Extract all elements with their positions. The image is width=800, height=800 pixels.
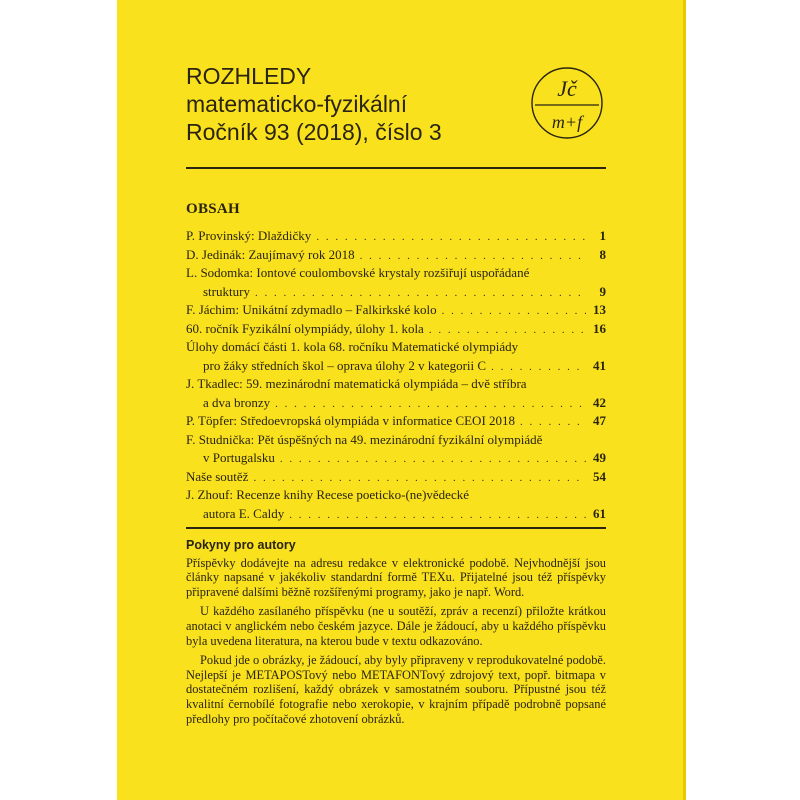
toc-dot-leader: [255, 287, 586, 299]
toc-entry-title: P. Töpfer: Středoevropská olympiáda v informatice CEOI 2018: [186, 413, 516, 428]
author-guidelines: [186, 538, 606, 731]
toc-page-number: 9: [599, 283, 606, 299]
toc-dot-leader: [316, 231, 586, 243]
toc-entry-line: [186, 228, 606, 247]
toc-page-number: 49: [593, 450, 606, 465]
toc-entry-line: [186, 376, 606, 395]
toc-entry-title: 60. ročník Fyzikální olympiády, úlohy 1. kola: [186, 320, 424, 336]
toc-entry-title: v Portugalsku: [203, 450, 275, 465]
toc-page-number: 16: [593, 320, 606, 336]
author-guidelines-paragraph-2: U každého zasílaného příspěvku (ne u soutěží, zpráv a recenzí) přiložte krátkou anotaci v anglickém nebo českém jazyce. Dále je žádoucí, aby u každého příspěvku byla uvedena literatura, na kterou bude v textu odkazováno.: [186, 604, 606, 648]
toc-entry-line: [186, 358, 606, 377]
toc-entry-title: a dva bronzy: [203, 394, 271, 410]
toc-entry-title: Úlohy domácí části 1. kola 68. ročníku Matematické olympiády: [186, 339, 519, 354]
toc-entry: [186, 432, 606, 469]
toc-page-number: 61: [593, 505, 606, 521]
toc-entry-title: autora E. Caldy: [203, 505, 285, 521]
toc-entry-line: [186, 284, 606, 303]
toc-entry: [186, 487, 606, 524]
toc-entry: [186, 469, 606, 488]
toc-page-number: 47: [593, 413, 606, 428]
toc-entry-title: D. Jedinák: Zaujímavý rok 2018: [186, 246, 355, 262]
toc-rule: [186, 527, 606, 529]
journal-masthead: [186, 62, 442, 146]
toc-page-number: 41: [593, 357, 606, 373]
logo-top-text: Jč: [557, 76, 577, 101]
toc-entry-title: J. Tkadlec: 59. mezinárodní matematická olympiáda – dvě stříbra: [186, 376, 527, 391]
toc-entry-line: [186, 302, 606, 321]
toc-entry: [186, 376, 606, 413]
journal-title-line2: matematicko-fyzikální: [186, 91, 408, 117]
toc-entry-line: [186, 432, 606, 451]
toc-entry-title: struktury: [203, 283, 250, 299]
journal-issue: Ročník 93 (2018), číslo 3: [186, 119, 442, 145]
toc-entry: [186, 339, 606, 376]
toc-page-number: 54: [593, 468, 606, 484]
toc-entry-title: pro žáky středních škol – oprava úlohy 2 v kategorii C: [203, 357, 487, 373]
journal-logo-icon: [530, 66, 604, 140]
toc-dot-leader: [520, 416, 586, 428]
author-guidelines-heading: Pokyny pro autory: [186, 538, 296, 552]
toc-page-number: 1: [599, 228, 606, 243]
toc-entry-line: [186, 265, 606, 284]
toc-entry-title: L. Sodomka: Iontové coulombovské krystaly rozšiřují uspořádané: [186, 265, 530, 280]
toc-entry-title: J. Zhouf: Recenze knihy Recese poeticko-(ne)vědecké: [186, 487, 469, 502]
author-guidelines-paragraph-3: Pokud jde o obrázky, je žádoucí, aby byly připraveny v reprodukovatelné podobě. Nejlepší je METAPOSTový nebo METAFONTový zdrojový text, popř. bitmapa v dostatečném rozlišení, každý obrázek v samostatném souboru. Přípustné jsou též kvalitní černobílé fotografie nebo xerokopie, v krajním případě podrobně popsané předlohy pro počítačové zhotovení obrázků.: [186, 653, 606, 726]
toc-page-number: 8: [599, 246, 606, 262]
toc-entry-line: [186, 321, 606, 340]
toc-dot-leader: [491, 361, 586, 373]
toc-entry-line: [186, 395, 606, 414]
toc-entry-line: [186, 247, 606, 266]
table-of-contents: [186, 228, 606, 524]
toc-dot-leader: [275, 398, 586, 410]
toc-entry-title: P. Provinský: Dlaždičky: [186, 228, 312, 243]
toc-dot-leader: [253, 472, 586, 484]
toc-entry-line: [186, 487, 606, 506]
toc-entry-title: F. Jáchim: Unikátní zdymadlo – Falkirkské kolo: [186, 302, 437, 317]
toc-page-number: 13: [593, 302, 606, 317]
toc-page-number: 42: [593, 394, 606, 410]
toc-dot-leader: [289, 509, 586, 521]
toc-heading: OBSAH: [186, 201, 241, 217]
toc-entry: [186, 321, 606, 340]
toc-dot-leader: [360, 250, 586, 262]
toc-entry: [186, 265, 606, 302]
toc-entry: [186, 302, 606, 321]
logo-bottom-text: m+f: [551, 112, 583, 132]
toc-entry-title: Naše soutěž: [186, 468, 249, 484]
toc-entry-line: [186, 413, 606, 432]
author-guidelines-paragraph-1: Příspěvky dodávejte na adresu redakce v elektronické podobě. Nejvhodnější jsou články napsané v jakékoliv standardní formě TEXu. Přijatelné jsou též příspěvky připravené dalšími běžně rozšířenými programy, jako je např. Word.: [186, 555, 606, 599]
toc-entry-line: [186, 450, 606, 469]
header-rule: [186, 167, 606, 169]
toc-entry: [186, 228, 606, 247]
toc-entry-line: [186, 469, 606, 488]
toc-dot-leader: [280, 453, 586, 465]
journal-title-line1: ROZHLEDY: [186, 63, 312, 89]
toc-dot-leader: [429, 324, 586, 336]
toc-entry-line: [186, 339, 606, 358]
toc-entry: [186, 247, 606, 266]
toc-entry: [186, 413, 606, 432]
toc-dot-leader: [442, 305, 586, 317]
toc-entry-line: [186, 506, 606, 525]
toc-entry-title: F. Studnička: Pět úspěšných na 49. mezinárodní fyzikální olympiádě: [186, 431, 543, 447]
